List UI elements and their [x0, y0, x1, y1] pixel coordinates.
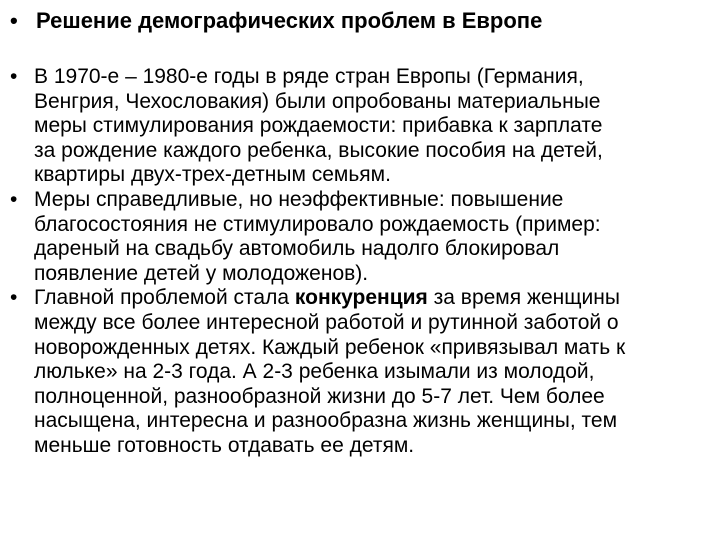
- text-line: квартиры двух-трех-детным семьям.: [34, 163, 391, 187]
- text-line: благосостояния не стимулировало рождаемость (пример:: [34, 212, 601, 236]
- text-line-with-emphasis: [34, 286, 625, 311]
- text-line: Венгрия, Чехословакия) были опробованы материальные: [34, 89, 601, 113]
- bullet-icon: •: [10, 65, 18, 88]
- text-line: за рождение каждого ребенка, высокие пособия на детей,: [34, 138, 603, 162]
- slide-title-row: [10, 4, 710, 38]
- text-line: насыщена, интересна и разнообразна жизнь женщины, тем: [34, 409, 618, 433]
- text-line: новорожденных детях. Каждый ребенок «привязывал мать к: [34, 335, 626, 359]
- text-segment: за время женщины: [427, 286, 620, 310]
- emphasized-word: конкуренция: [294, 286, 428, 310]
- text-line: В 1970-е – 1980-е годы в ряде стран Европы (Германия,: [34, 65, 584, 88]
- text-line: полноценной, разнообразной жизни до 5-7 лет. Чем более: [34, 384, 605, 408]
- text-line: люльке» на 2-3 года. А 2-3 ребенка изымали из молодой,: [34, 360, 595, 384]
- bullet-item-text: [34, 286, 625, 458]
- text-line: меньше готовность отдавать ее детям.: [34, 433, 415, 457]
- title-bullet-icon: •: [10, 8, 18, 33]
- bullet-icon: •: [10, 187, 18, 211]
- bullet-item-1: [10, 65, 716, 188]
- bullet-item-3: [10, 286, 716, 458]
- bullet-item-2: [10, 188, 716, 286]
- text-line: между все более интересной работой и рутинной заботой о: [34, 310, 619, 334]
- bullet-item-text: [34, 65, 603, 188]
- slide-title: Решение демографических проблем в Европе: [36, 8, 543, 33]
- text-line: меры стимулирования рождаемости: прибавка к зарплате: [34, 114, 603, 138]
- bullet-list: [10, 65, 716, 459]
- text-line: появление детей у молодоженов).: [34, 261, 369, 285]
- bullet-icon: •: [10, 286, 18, 310]
- bullet-item-text: [34, 188, 601, 286]
- text-segment: Главной проблемой стала: [34, 286, 295, 310]
- text-line: Меры справедливые, но неэффективные: повышение: [34, 187, 564, 211]
- text-line: дареный на свадьбу автомобиль надолго блокировал: [34, 237, 560, 261]
